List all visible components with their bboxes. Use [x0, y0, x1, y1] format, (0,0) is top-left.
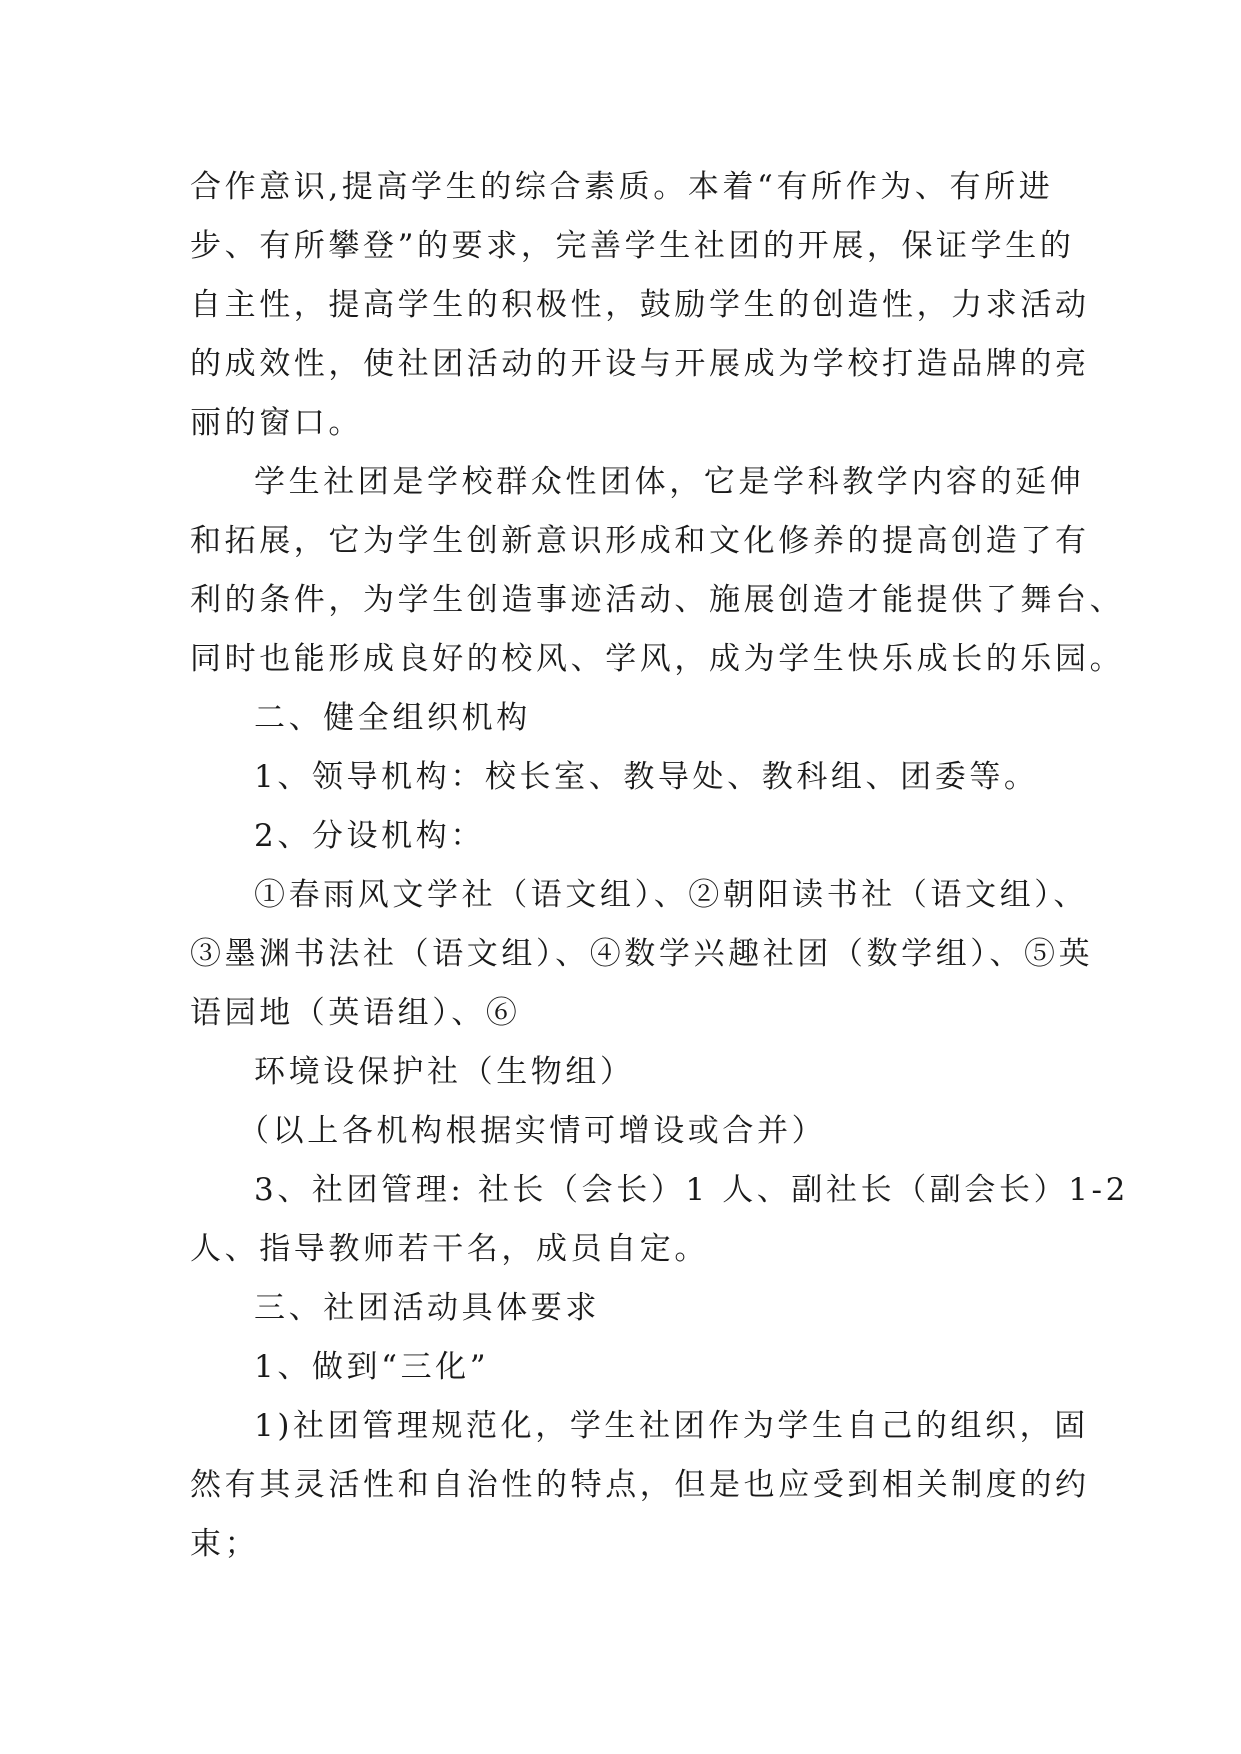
text-line: 语园地（英语组）、⑥ — [190, 995, 521, 1031]
text-line: 1)社团管理规范化，学生社团作为学生自己的组织，固 — [254, 1408, 1089, 1444]
text-line: 步、有所攀登”的要求，完善学生社团的开展，保证学生的 — [190, 228, 1075, 264]
text-line: 和拓展，它为学生创新意识形成和文化修养的提高创造了有 — [190, 523, 1090, 559]
text-line: ③墨渊书法社（语文组）、④数学兴趣社团（数学组）、⑤英 — [190, 936, 1094, 972]
text-line: 利的条件，为学生创造事迹活动、施展创造才能提供了舞台、 — [190, 582, 1125, 618]
text-line: 3、社团管理: 社长（会长）1 人、副社长（副会长）1-2 — [254, 1172, 1129, 1208]
text-line: 束； — [190, 1526, 260, 1562]
text-line: 然有其灵活性和自治性的特点，但是也应受到相关制度的约 — [190, 1467, 1090, 1503]
subheading-three: 1、做到“三化” — [254, 1349, 490, 1385]
text-line: 学生社团是学校群众性团体，它是学科教学内容的延伸 — [254, 464, 1085, 500]
note-merge: （以上各机构根据实情可增设或合并） — [238, 1113, 827, 1149]
text-line: 丽的窗口。 — [190, 405, 363, 441]
club-list — [190, 866, 1094, 1043]
text-line: 自主性，提高学生的积极性，鼓励学生的创造性，力求活动 — [190, 287, 1090, 323]
club-environment: 环境设保护社（生物组） — [254, 1054, 635, 1090]
list-item-management — [190, 1161, 1129, 1279]
section-heading-organization: 二、健全组织机构 — [254, 700, 531, 736]
text-line: 的成效性，使社团活动的开设与开展成为学校打造品牌的亮 — [190, 346, 1090, 382]
section-heading-requirements: 三、社团活动具体要求 — [254, 1290, 600, 1326]
paragraph-cooperation — [190, 158, 1090, 453]
text-line: ①春雨风文学社（语文组）、②朝阳读书社（语文组）、 — [254, 877, 1088, 913]
paragraph-standardization — [190, 1397, 1090, 1574]
text-line: 同时也能形成良好的校风、学风，成为学生快乐成长的乐园。 — [190, 641, 1125, 677]
paragraph-student-clubs — [190, 453, 1125, 689]
list-item-leadership: 1、领导机构：校长室、教导处、教科组、团委等。 — [254, 759, 1039, 795]
text-line: 人、指导教师若干名，成员自定。 — [190, 1231, 709, 1267]
list-item-branches: 2、分设机构： — [254, 818, 485, 854]
text-line: 合作意识,提高学生的综合素质。本着“有所作为、有所进 — [190, 169, 1054, 205]
document-body — [190, 158, 1129, 1574]
